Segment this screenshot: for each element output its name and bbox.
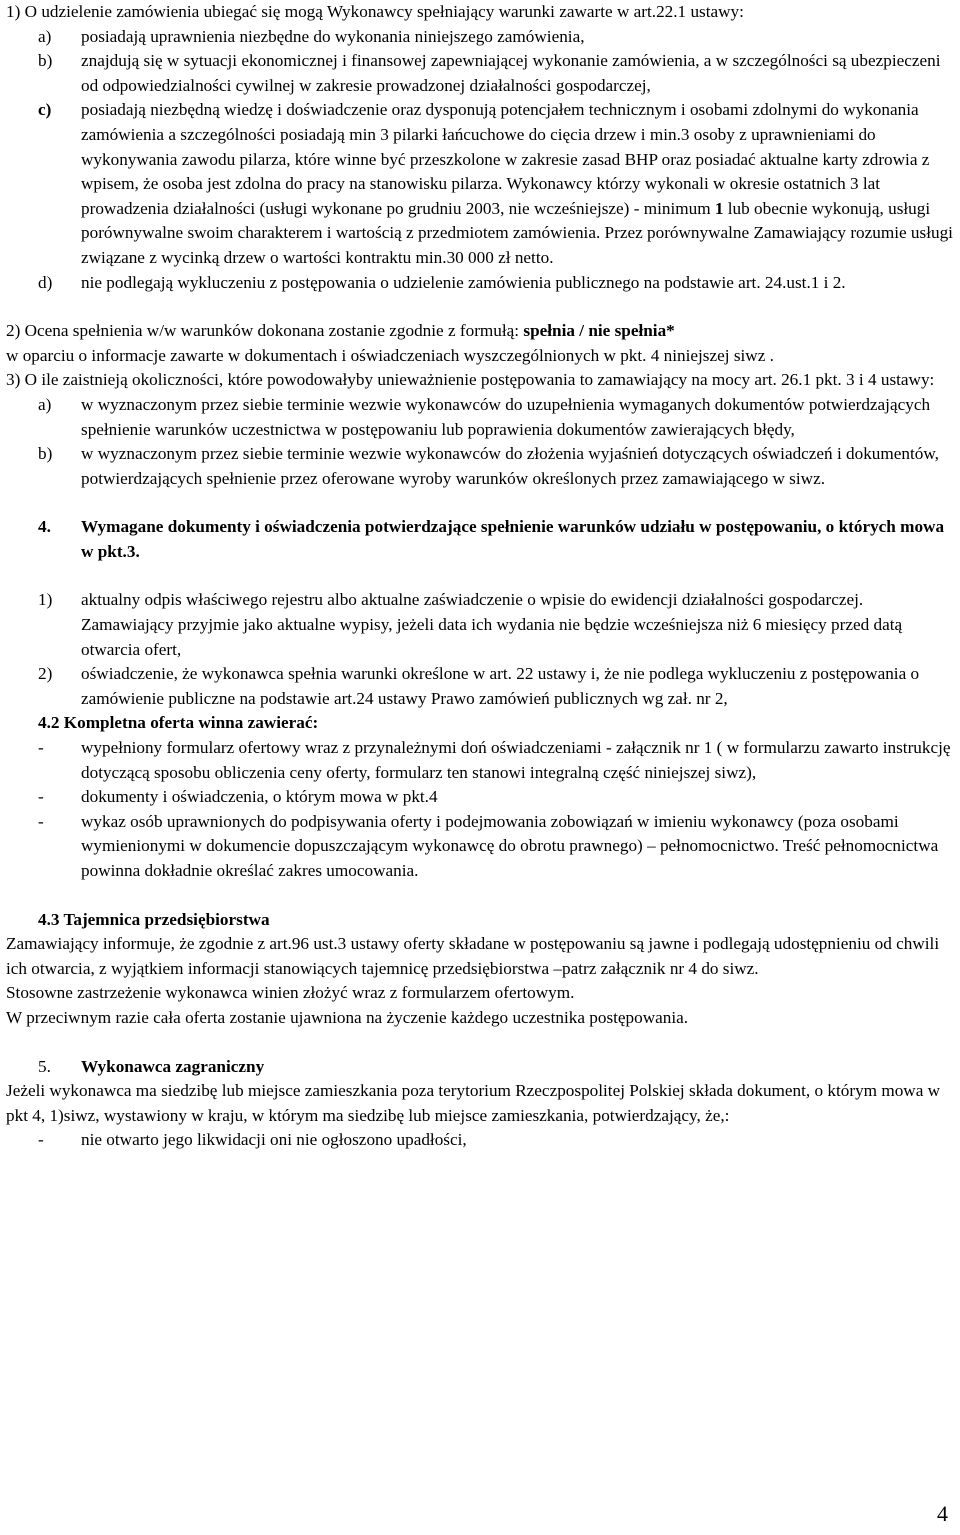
section-title: Wykonawca zagraniczny bbox=[81, 1056, 265, 1076]
list-label: - bbox=[38, 811, 44, 831]
list-label: c) bbox=[38, 100, 52, 120]
list-item bbox=[6, 49, 956, 98]
list-item bbox=[6, 98, 956, 270]
list-item bbox=[6, 736, 956, 785]
text-part: lub obecnie wykonują, usługi porównywalne swoim charakterem i wartością z przedmiotem zamówienia. Przez porównywalne Zamawiający rozumie usługi związane z wycinką drzew o wartości kontraktu min.30 000 zł netto. bbox=[81, 198, 953, 267]
text-part: 2) Ocena spełnienia w/w warunków dokonana zostanie zgodnie z formułą: bbox=[6, 321, 524, 341]
list-label: a) bbox=[38, 394, 52, 414]
list-item bbox=[6, 588, 956, 662]
bold-formula: spełnia / nie spełnia* bbox=[523, 321, 675, 341]
subsection-title-4-2: 4.2 Kompletna oferta winna zawierać: bbox=[38, 713, 319, 733]
list-text: wykaz osób uprawnionych do podpisywania oferty i podejmowania zobowiązań w imieniu wykonawcy (poza osobami wymienionymi w dokumencie dopuszczającym wykonawcę do obrotu prawnego) – pełnomocnictwo. Treść pełnomocnictwa powinna dokładnie określać zakres umocowania. bbox=[81, 811, 939, 880]
list-label: b) bbox=[38, 51, 53, 71]
sec1-intro: 1) O udzielenie zamówienia ubiegać się mogą Wykonawcy spełniający warunki zawarte w art.22.1 ustawy: bbox=[6, 2, 744, 21]
list-label: 1) bbox=[38, 590, 53, 610]
list-text: nie podlegają wykluczeniu z postępowania o udzielenie zamówienia publicznego na podstawie art. 24.ust.1 i 2. bbox=[81, 272, 846, 292]
section-number: 4. bbox=[38, 517, 51, 537]
list-text: dokumenty i oświadczenia, o którym mowa w pkt.4 bbox=[81, 787, 438, 807]
list-item bbox=[6, 393, 956, 442]
section-number: 5. bbox=[38, 1056, 51, 1076]
text-part: posiadają niezbędną wiedzę i doświadczenie oraz dysponują potencjałem technicznym i osobami zdolnymi do wykonania zamówienia a szczególności posiadają min 3 pilarki łańcuchowe do cięcia drzew i min.3 osoby z uprawnieniami do wykonywania zawodu pilarza, które winne być przeszkolone w zakresie zasad BHP oraz posiadać aktualne karty zdrowia z wpisem, że osoba jest zdolna do pracy na stanowisku pilarza. Wykonawcy którzy wykonali w okresie ostatnich 3 lat prowadzenia działalności (usługi wykonane po grudniu 2003, nie wcześniejsze) - minimum bbox=[81, 100, 930, 218]
list-text: nie otwarto jego likwidacji oni nie ogłoszono upadłości, bbox=[81, 1130, 467, 1150]
document-page bbox=[6, 0, 956, 1153]
list-label: a) bbox=[38, 26, 52, 46]
list-item bbox=[6, 25, 956, 50]
section-title: Wymagane dokumenty i oświadczenia potwierdzające spełnienie warunków udziału w postępowaniu, o których mowa w pkt.3. bbox=[81, 517, 945, 561]
list-label: - bbox=[38, 787, 44, 807]
list-text bbox=[81, 98, 956, 270]
list-label: - bbox=[38, 1130, 44, 1150]
list-text: w wyznaczonym przez siebie terminie wezwie wykonawców do uzupełnienia wymaganych dokumentów potwierdzających spełnienie warunków uczestnictwa w postępowaniu lub poprawienia dokumentów zawierających błędy, bbox=[81, 394, 931, 439]
paragraph: Stosowne zastrzeżenie wykonawca winien złożyć wraz z formularzem ofertowym. bbox=[6, 983, 575, 1003]
paragraph: Zamawiający informuje, że zgodnie z art.96 ust.3 ustawy oferty składane w postępowaniu są jawne i podlegają udostępnieniu od chwili ich otwarcia, z wyjątkiem informacji stanowiących tajemnicę przedsiębiorstwa –patrz załącznik nr 4 do siwz. bbox=[6, 934, 940, 978]
list-label: - bbox=[38, 738, 44, 758]
list-label: b) bbox=[38, 444, 53, 464]
list-text: aktualny odpis właściwego rejestru albo aktualne zaświadczenie o wpisie do ewidencji działalności gospodarczej. Zamawiający przyjmie jako aktualne wypisy, jeżeli data ich wydania nie będzie wcześniejsza niż 6 miesięcy przed datą otwarcia ofert, bbox=[81, 590, 903, 659]
list-text: znajdują się w sytuacji ekonomicznej i finansowej zapewniającej wykonanie zamówienia, a w szczególności są ubezpieczeni od odpowiedzialności cywilnej w zakresie prowadzonej działalności gospodarczej, bbox=[81, 51, 941, 95]
bold-number: 1 bbox=[714, 198, 724, 218]
section-heading bbox=[6, 1055, 956, 1080]
list-label: 2) bbox=[38, 664, 53, 684]
sec3-intro: 3) O ile zaistnieją okoliczności, które powodowałyby unieważnienie postępowania to zamawiający na mocy art. 26.1 pkt. 3 i 4 ustawy: bbox=[6, 370, 935, 390]
list-label: d) bbox=[38, 272, 53, 292]
list-item bbox=[6, 810, 956, 884]
paragraph: Jeżeli wykonawca ma siedzibę lub miejsce zamieszkania poza terytorium Rzeczpospolitej Polskiej składa dokument, o którym mowa w pkt 4, 1)siwz, wystawiony w kraju, w którym ma siedzibę lub miejsce zamieszkania, potwierdzający, że,: bbox=[6, 1081, 941, 1125]
paragraph: W przeciwnym razie cała oferta zostanie ujawniona na życzenie każdego uczestnika postępowania. bbox=[6, 1007, 689, 1027]
page-number: 4 bbox=[937, 1501, 948, 1526]
list-item bbox=[6, 785, 956, 810]
text-part: w oparciu o informacje zawarte w dokumentach i oświadczeniach wyszczególnionych w pkt. 4 niniejszej siwz . bbox=[6, 345, 774, 365]
subsection-title-4-3: 4.3 Tajemnica przedsiębiorstwa bbox=[38, 909, 270, 929]
list-text: wypełniony formularz ofertowy wraz z przynależnymi doń oświadczeniami - załącznik nr 1 ( w formularzu zawarto instrukcję dotyczącą sposobu obliczenia ceny oferty, formularz ten stanowi integralną część niniejszej siwz), bbox=[81, 738, 951, 782]
list-text: w wyznaczonym przez siebie terminie wezwie wykonawców do złożenia wyjaśnień dotyczących oświadczeń i dokumentów, potwierdzających spełnienie przez oferowane wyroby warunków określonych przez zamawiającego w siwz. bbox=[81, 444, 939, 488]
list-item bbox=[6, 1128, 956, 1153]
list-item bbox=[6, 442, 956, 491]
list-item bbox=[6, 271, 956, 296]
sec2-paragraph bbox=[6, 319, 956, 368]
list-text: oświadczenie, że wykonawca spełnia warunki określone w art. 22 ustawy i, że nie podlega wykluczeniu z postępowania o zamówienie publiczne na podstawie art.24 ustawy Prawo zamówień publicznych wg zał. nr 2, bbox=[81, 664, 920, 708]
section-heading bbox=[6, 515, 956, 564]
list-item bbox=[6, 662, 956, 711]
list-text: posiadają uprawnienia niezbędne do wykonania niniejszego zamówienia, bbox=[81, 26, 585, 46]
